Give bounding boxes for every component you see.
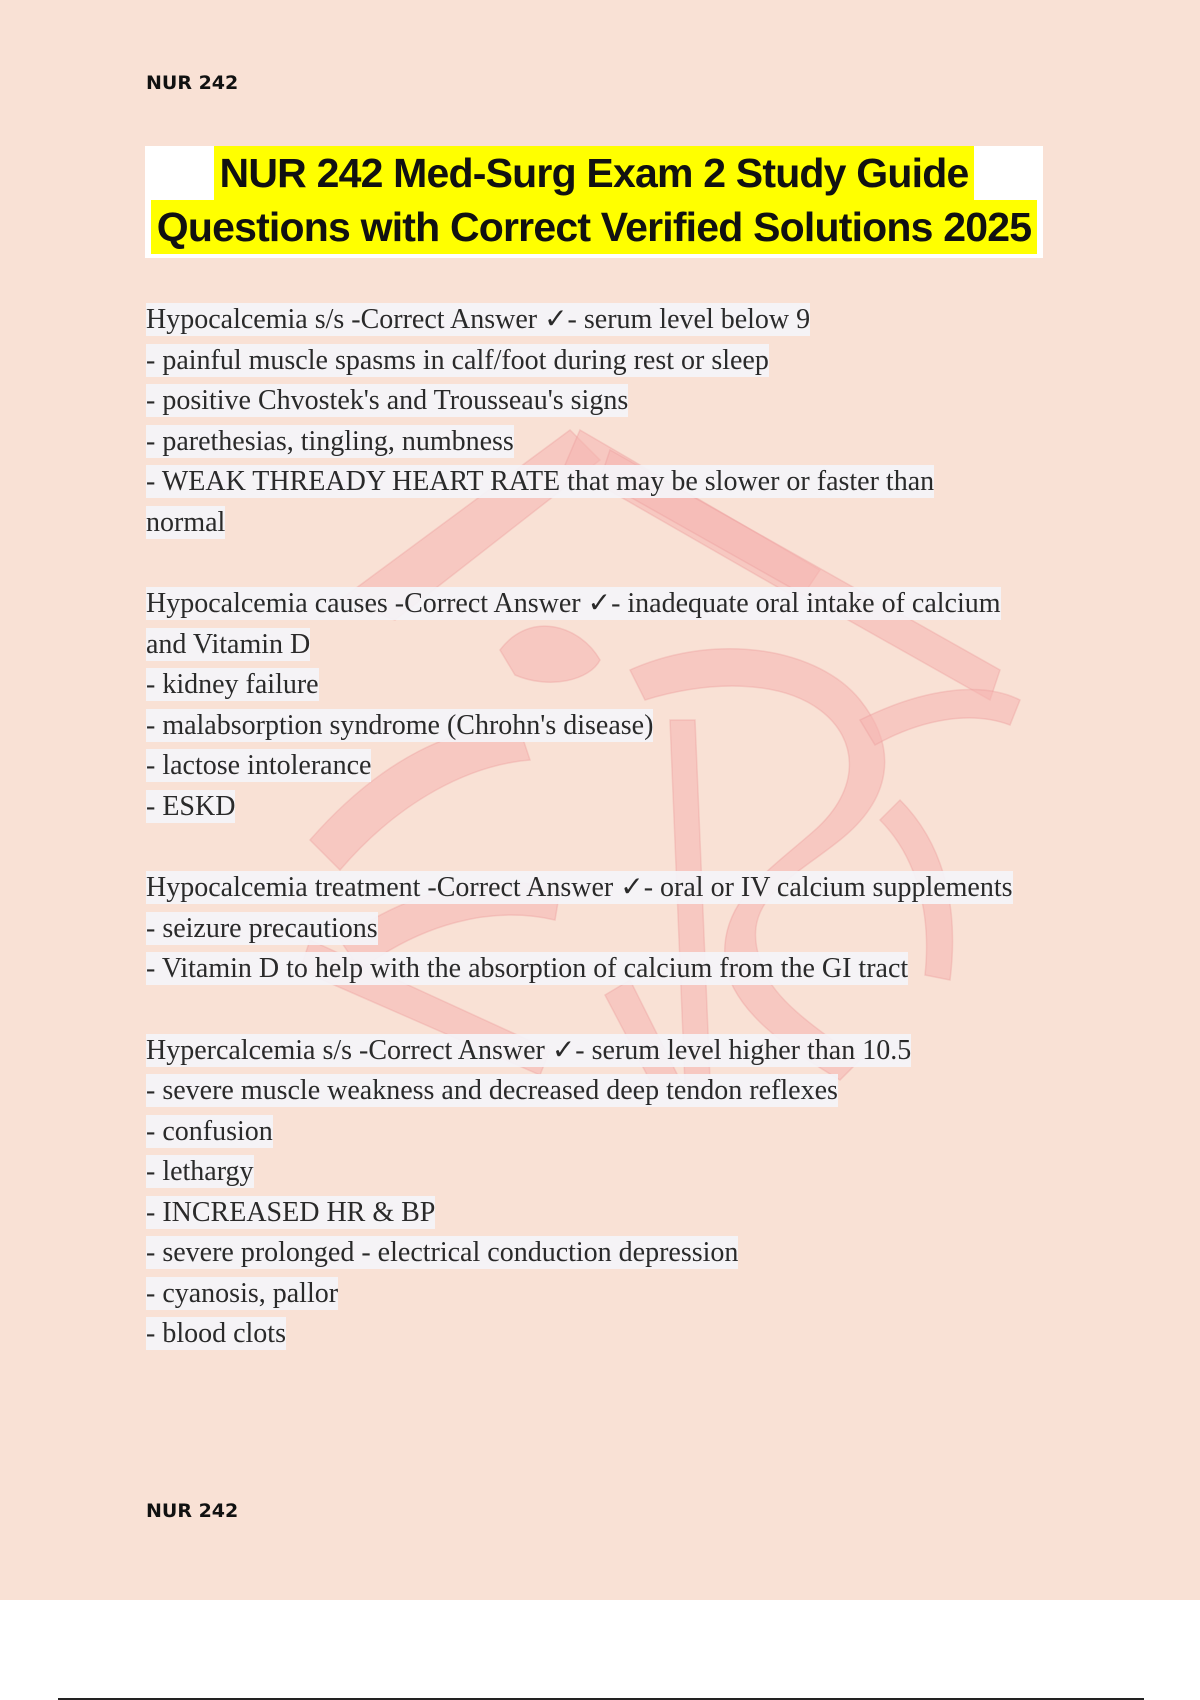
qa-answer-line: - kidney failure <box>146 669 319 700</box>
qa-answer-line: - ESKD <box>146 790 236 822</box>
qa-answer-line: - parethesias, tingling, numbness <box>146 425 514 457</box>
qa-question-line: Hypocalcemia treatment -Correct Answer ✓- oral or IV calcium supplements <box>146 872 1013 903</box>
qa-answer-line: - lactose intolerance <box>146 750 372 781</box>
qa-answer-line: - confusion <box>146 1115 273 1147</box>
qa-answer-line: - WEAK THREADY HEART RATE that may be slower or faster than <box>146 466 935 497</box>
qa-question-line: Hypercalcemia s/s -Correct Answer ✓- serum level higher than 10.5 <box>146 1034 912 1066</box>
qa-answer-line: - seizure precautions <box>146 912 378 944</box>
qa-answer-line: - cyanosis, pallor <box>146 1277 339 1309</box>
qa-answer-line: - painful muscle spasms in calf/foot during rest or sleep <box>146 344 769 376</box>
qa-block-hypocalcemia-treatment <box>146 868 1106 990</box>
qa-question-line: Hypocalcemia s/s -Correct Answer ✓- serum level below 9 <box>146 304 811 335</box>
document-title <box>145 146 1043 258</box>
qa-answer-line: - lethargy <box>146 1156 254 1187</box>
study-guide-content <box>146 300 1106 1396</box>
qa-answer-line: - severe prolonged - electrical conduction depression <box>146 1237 739 1268</box>
qa-block-hypocalcemia-ss <box>146 300 1106 543</box>
qa-question-line: Hypocalcemia causes -Correct Answer ✓- inadequate oral intake of calcium <box>146 588 1001 619</box>
qa-answer-line: normal <box>146 506 226 538</box>
qa-answer-line: and Vitamin D <box>146 628 311 660</box>
footer-course-label: NUR 242 <box>146 1500 239 1522</box>
qa-answer-line: - severe muscle weakness and decreased deep tendon reflexes <box>146 1075 838 1106</box>
title-line-1: NUR 242 Med-Surg Exam 2 Study Guide <box>214 146 975 200</box>
qa-answer-line: - malabsorption syndrome (Chrohn's disease) <box>146 709 654 741</box>
qa-block-hypocalcemia-causes <box>146 584 1106 827</box>
title-line-2: Questions with Correct Verified Solutions 2025 <box>151 200 1038 254</box>
qa-answer-line: - blood clots <box>146 1318 286 1349</box>
qa-answer-line: - Vitamin D to help with the absorption of calcium from the GI tract <box>146 953 909 984</box>
qa-block-hypercalcemia-ss <box>146 1031 1106 1355</box>
qa-answer-line: - positive Chvostek's and Trousseau's signs <box>146 385 629 416</box>
header-course-label: NUR 242 <box>146 72 239 94</box>
qa-answer-line: - INCREASED HR & BP <box>146 1196 436 1228</box>
